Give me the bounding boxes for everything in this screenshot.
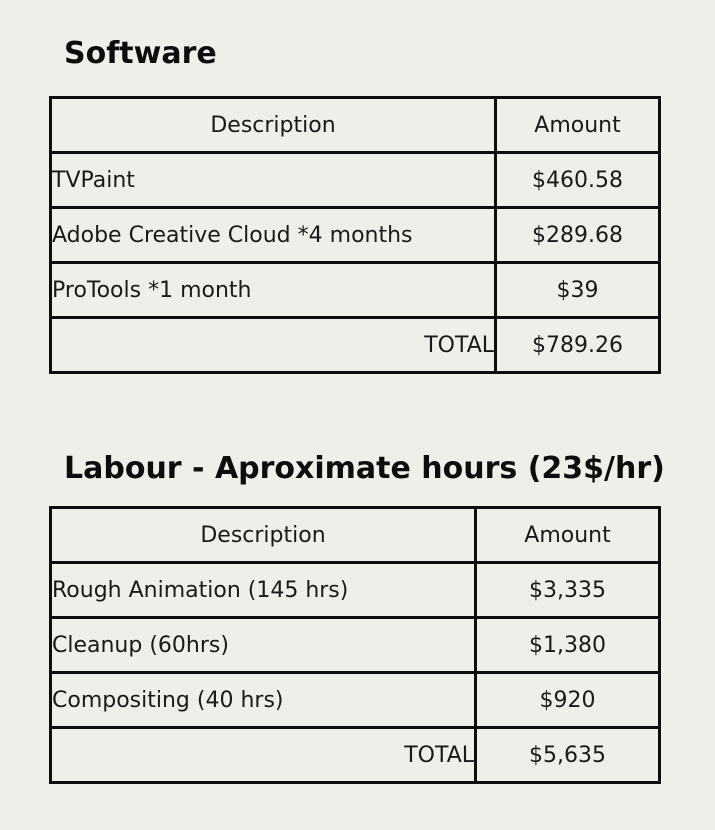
software-section-title: Software	[64, 36, 217, 71]
column-header-description: Description	[51, 98, 496, 153]
row-amount: $1,380	[476, 618, 660, 673]
labour-section-title: Labour - Aproximate hours (23$/hr)	[64, 451, 665, 486]
column-header-description: Description	[51, 508, 476, 563]
row-description: ProTools *1 month	[51, 263, 496, 318]
labour-cost-table	[49, 506, 661, 784]
table-row	[51, 208, 660, 263]
row-amount: $289.68	[496, 208, 660, 263]
row-description: TVPaint	[51, 153, 496, 208]
total-row	[51, 318, 660, 373]
column-header-amount: Amount	[496, 98, 660, 153]
column-header-amount: Amount	[476, 508, 660, 563]
row-description: Compositing (40 hrs)	[51, 673, 476, 728]
row-amount: $3,335	[476, 563, 660, 618]
total-value: $5,635	[476, 728, 660, 783]
total-row	[51, 728, 660, 783]
table-row	[51, 618, 660, 673]
table-row	[51, 263, 660, 318]
row-amount: $39	[496, 263, 660, 318]
row-amount: $460.58	[496, 153, 660, 208]
total-value: $789.26	[496, 318, 660, 373]
table-header-row	[51, 508, 660, 563]
row-description: Adobe Creative Cloud *4 months	[51, 208, 496, 263]
row-description: Cleanup (60hrs)	[51, 618, 476, 673]
table-row	[51, 563, 660, 618]
total-label: TOTAL	[51, 728, 476, 783]
table-header-row	[51, 98, 660, 153]
table-row	[51, 673, 660, 728]
row-description: Rough Animation (145 hrs)	[51, 563, 476, 618]
software-cost-table	[49, 96, 661, 374]
table-row	[51, 153, 660, 208]
total-label: TOTAL	[51, 318, 496, 373]
row-amount: $920	[476, 673, 660, 728]
